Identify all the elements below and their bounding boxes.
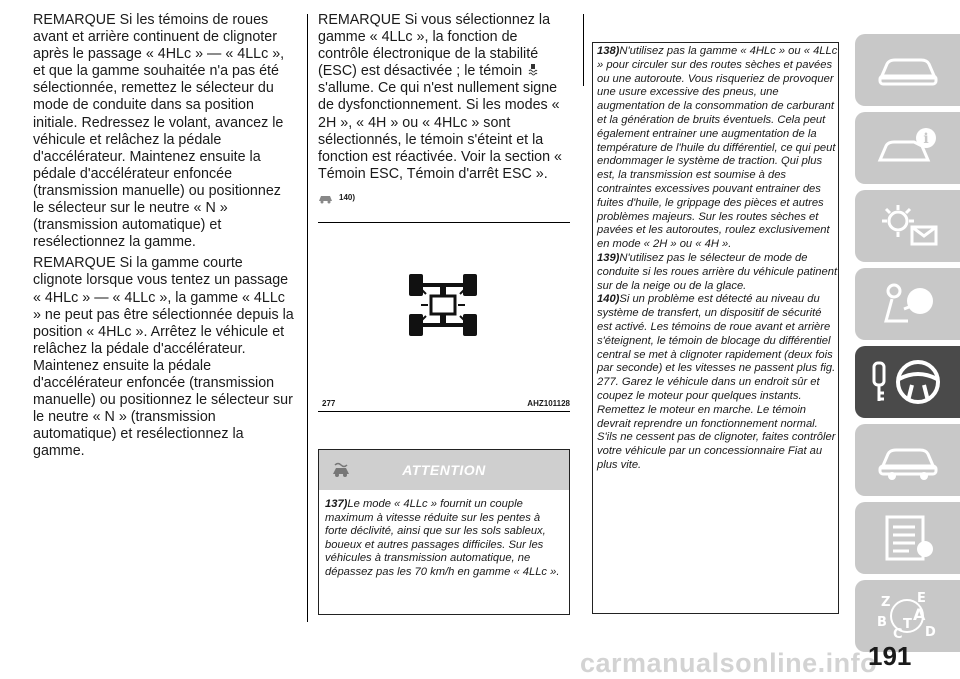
attention-header	[319, 450, 569, 490]
car-breakdown-icon	[876, 438, 940, 482]
tab-car-breakdown[interactable]	[855, 424, 960, 496]
note-text: N'utilisez pas la gamme « 4HLc » ou « 4LLc » pour circuler sur des routes sèches et pavées ou une autoroute. Vous risqueriez de provoquer une usure excessive des pneus, une augmentation de la consommation de carburant et la génération de bruits éventuels. Cela peut également entrainer une augmentation de la température de l'huile du différentiel, ce qui peut endommager le système de traction. Qui plus est, la transmission est soumise à des contraintes excessives pouvant entrainer des fuites d'huile, le grippage des pièces et autres problèmes majeurs. Sur les routes sèches et pavées et les autoroutes, roulez exclusivement en mode « 2H » ou « 4H ».	[597, 45, 838, 251]
index-letter: D	[924, 625, 936, 640]
index-letter: T	[902, 617, 912, 632]
note-138	[597, 45, 838, 252]
note-139	[597, 252, 838, 293]
left-column	[33, 12, 295, 464]
chapter-tabs	[855, 34, 960, 658]
figure-277	[318, 222, 570, 412]
remark-esc-paragraph	[318, 12, 570, 183]
key-steering-wheel-icon	[868, 355, 948, 409]
remark-esc-text-b: s'allume. Ce qui n'est nullement signe de dysfonctionnement. Si les modes « 2H », « 4H » ou « 4HLc » sont sélectionnés, le témoin s'éteint et la fonction est réactivée. Voir la section « Témoin ESC, Témoin d'arrêt ESC ».	[318, 80, 562, 182]
car-info-icon	[876, 126, 940, 170]
index-letter: E	[916, 591, 926, 606]
tab-car-outline[interactable]	[855, 34, 960, 106]
tab-service-list[interactable]	[855, 502, 960, 574]
svg-text:i: i	[922, 131, 929, 147]
tab-warning-lights[interactable]	[855, 190, 960, 262]
esc-warning-icon	[528, 63, 538, 76]
warning-car-icon	[331, 462, 351, 478]
tab-airbag[interactable]	[855, 268, 960, 340]
index-letter: C	[892, 627, 903, 642]
index-letters-icon	[873, 588, 943, 644]
note-text: N'utilisez pas le sélecteur de mode de conduite si les roues arrière du véhicule patinent sur de la neige ou de la glace.	[597, 251, 838, 292]
notes-box	[592, 42, 839, 614]
index-letter: B	[876, 615, 887, 630]
remark-paragraph-2: REMARQUE Si la gamme courte clignote lorsque vous tentez un passage « 4HLc » — « 4LLc », la gamme « 4LLc » ne peut pas être sélectionnée depuis la position « 4HLc ». Arrêtez le véhicule et relâchez la pédale d'accélérateur. Maintenez ensuite la pédale d'accélérateur enfoncée (transmission manuelle) ou positionnez le sélecteur sur le neutre « N » (transmission automatique) et resélectionnez la gamme.	[33, 255, 294, 460]
attention-note-number: 137)	[325, 498, 348, 510]
service-list-icon	[879, 513, 937, 563]
attention-box	[318, 449, 570, 615]
attention-note	[319, 490, 569, 586]
car-outline-icon	[877, 50, 939, 90]
tab-key-steering-wheel[interactable]	[855, 346, 960, 418]
middle-column	[318, 12, 570, 204]
figure-number: 277	[322, 399, 336, 408]
note-number: 139)	[597, 251, 620, 264]
note-140	[597, 293, 838, 472]
attention-title: ATTENTION	[402, 462, 486, 478]
figure-code: AHZ101128	[527, 399, 570, 408]
note-reference	[318, 191, 570, 204]
remark-paragraph-1: REMARQUE Si les témoins de roues avant et arrière continuent de clignoter après le passage « 4HLc » — « 4LLc », et que la gamme souhaitée n'a pas été sélectionnée, remettez le sélecteur du mode de conduite dans sa position initiale. Redressez le volant, avancez le véhicule et relâchez la pédale d'accélérateur. Maintenez ensuite la pédale d'accélérateur enfoncée (transmission manuelle) ou positionnez le sélecteur sur le neutre « N » (transmission automatique) et resélectionnez la gamme.	[33, 12, 285, 251]
airbag-icon	[878, 281, 938, 327]
warning-lights-icon	[876, 203, 940, 249]
page-number: 191	[868, 641, 912, 671]
note-text: Si un problème est détecté au niveau du système de transfert, un dispositif de sécurité est activé. Les témoins de roue avant et arrière s'éteignent, le témoin de blocage du différentiel central se met à clignoter rapidement (deux fois par seconde) et les vitesses ne passent plus fig. 277. Garez le véhicule dans un endroit sûr et coupez le moteur pour quelques instants. Remettez le moteur en marche. Le témoin devrait reprendre un fonctionnement normal. S'ils ne cessent pas de clignoter, faites contrôler votre véhicule par un concessionnaire Fiat au plus vite.	[597, 293, 836, 471]
note-reference-number: 140)	[339, 192, 356, 202]
column-divider-top	[583, 14, 584, 86]
index-letter: A	[912, 605, 925, 624]
attention-note-text: Le mode « 4LLc » fournit un couple maximum à vitesse réduite sur les pentes à forte déclivité, ainsi que sur les sols sableux, boueux et autres passages difficiles. Sur les véhicules à transmission automatique, ne dépassez pas les 70 km/h en gamme « 4LLc ».	[325, 498, 560, 578]
note-number: 138)	[597, 45, 620, 57]
warning-car-icon	[318, 191, 333, 204]
four-wheel-drive-icon	[407, 272, 479, 338]
note-number: 140)	[597, 293, 620, 306]
watermark: carmanualsonline.info	[580, 648, 878, 678]
column-divider	[307, 14, 308, 622]
remark-esc-text-a: REMARQUE Si vous sélectionnez la gamme « 4LLc », la fonction de contrôle électronique de la stabilité (ESC) est désactivée ; le témoin	[318, 12, 551, 80]
index-letter: Z	[880, 595, 890, 610]
tab-car-info[interactable]	[855, 112, 960, 184]
